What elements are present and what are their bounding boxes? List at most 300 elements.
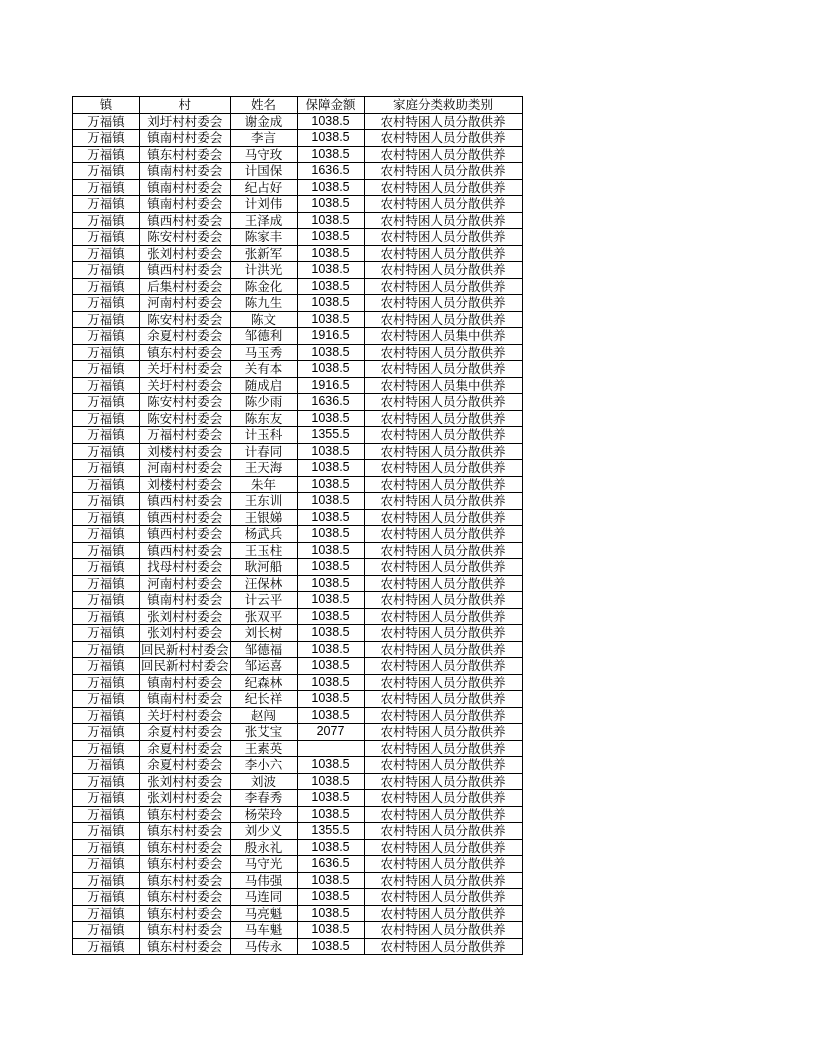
- table-row: [73, 856, 523, 873]
- amount-cell: 1038.5: [297, 625, 364, 642]
- category-cell: 农村特困人员分散供养: [364, 130, 522, 147]
- amount-cell: 1355.5: [297, 427, 364, 444]
- category-cell: 农村特困人员分散供养: [364, 872, 522, 889]
- amount-cell: 1038.5: [297, 938, 364, 955]
- category-cell: 农村特困人员分散供养: [364, 592, 522, 609]
- amount-cell: 2077: [297, 724, 364, 741]
- category-cell: 农村特困人员分散供养: [364, 410, 522, 427]
- table-row: [73, 163, 523, 180]
- village-cell: 余夏村村委会: [140, 328, 231, 345]
- name-cell: 马玉秀: [230, 344, 297, 361]
- category-cell: 农村特困人员分散供养: [364, 889, 522, 906]
- table-row: [73, 658, 523, 675]
- town-cell: 万福镇: [73, 509, 140, 526]
- table-row: [73, 509, 523, 526]
- amount-cell: 1038.5: [297, 707, 364, 724]
- town-cell: 万福镇: [73, 823, 140, 840]
- table-row: [73, 592, 523, 609]
- category-cell: 农村特困人员分散供养: [364, 493, 522, 510]
- town-cell: 万福镇: [73, 790, 140, 807]
- amount-cell: 1038.5: [297, 146, 364, 163]
- amount-cell: 1355.5: [297, 823, 364, 840]
- town-cell: 万福镇: [73, 806, 140, 823]
- category-cell: 农村特困人员分散供养: [364, 856, 522, 873]
- table-row: [73, 575, 523, 592]
- table-row: [73, 179, 523, 196]
- name-cell: 陈金化: [230, 278, 297, 295]
- name-cell: 赵闯: [230, 707, 297, 724]
- amount-cell: 1038.5: [297, 608, 364, 625]
- category-cell: 农村特困人员分散供养: [364, 526, 522, 543]
- category-cell: 农村特困人员分散供养: [364, 245, 522, 262]
- name-cell: 计国保: [230, 163, 297, 180]
- table-row: [73, 245, 523, 262]
- category-cell: 农村特困人员集中供养: [364, 377, 522, 394]
- town-cell: 万福镇: [73, 757, 140, 774]
- table-row: [73, 295, 523, 312]
- village-cell: 余夏村村委会: [140, 757, 231, 774]
- amount-cell: 1038.5: [297, 179, 364, 196]
- town-cell: 万福镇: [73, 542, 140, 559]
- town-cell: 万福镇: [73, 575, 140, 592]
- village-cell: 万福村村委会: [140, 427, 231, 444]
- category-cell: 农村特困人员分散供养: [364, 625, 522, 642]
- amount-cell: 1038.5: [297, 773, 364, 790]
- village-cell: 陈安村村委会: [140, 410, 231, 427]
- table-row: [73, 476, 523, 493]
- name-cell: 马传永: [230, 938, 297, 955]
- table-row: [73, 790, 523, 807]
- town-cell: 万福镇: [73, 410, 140, 427]
- category-cell: 农村特困人员分散供养: [364, 443, 522, 460]
- amount-cell: 1038.5: [297, 311, 364, 328]
- name-cell: 杨荣玲: [230, 806, 297, 823]
- table-row: [73, 361, 523, 378]
- amount-cell: 1038.5: [297, 460, 364, 477]
- name-cell: 刘长树: [230, 625, 297, 642]
- village-cell: 镇东村村委会: [140, 872, 231, 889]
- name-cell: 计玉科: [230, 427, 297, 444]
- table-body: [73, 113, 523, 955]
- town-cell: 万福镇: [73, 559, 140, 576]
- village-cell: 张刘村村委会: [140, 790, 231, 807]
- village-cell: 余夏村村委会: [140, 740, 231, 757]
- town-cell: 万福镇: [73, 493, 140, 510]
- village-cell: 镇东村村委会: [140, 839, 231, 856]
- village-cell: 镇东村村委会: [140, 823, 231, 840]
- table-row: [73, 493, 523, 510]
- village-cell: 镇东村村委会: [140, 938, 231, 955]
- amount-cell: 1038.5: [297, 361, 364, 378]
- table-row: [73, 344, 523, 361]
- table-row: [73, 757, 523, 774]
- village-cell: 找母村村委会: [140, 559, 231, 576]
- table-row: [73, 196, 523, 213]
- name-cell: 马连同: [230, 889, 297, 906]
- name-cell: 李春秀: [230, 790, 297, 807]
- table-row: [73, 278, 523, 295]
- table-row: [73, 212, 523, 229]
- header-village: 村: [140, 97, 231, 114]
- category-cell: 农村特困人员分散供养: [364, 839, 522, 856]
- category-cell: 农村特困人员集中供养: [364, 328, 522, 345]
- village-cell: 后集村村委会: [140, 278, 231, 295]
- village-cell: 张刘村村委会: [140, 625, 231, 642]
- village-cell: 镇东村村委会: [140, 806, 231, 823]
- name-cell: 陈九生: [230, 295, 297, 312]
- table-row: [73, 410, 523, 427]
- amount-cell: 1916.5: [297, 377, 364, 394]
- table-row: [73, 427, 523, 444]
- category-cell: 农村特困人员分散供养: [364, 163, 522, 180]
- table-row: [73, 146, 523, 163]
- header-amount: 保障金额: [297, 97, 364, 114]
- village-cell: 余夏村村委会: [140, 724, 231, 741]
- amount-cell: 1038.5: [297, 443, 364, 460]
- table-row: [73, 641, 523, 658]
- name-cell: 张新军: [230, 245, 297, 262]
- category-cell: 农村特困人员分散供养: [364, 575, 522, 592]
- village-cell: 镇东村村委会: [140, 905, 231, 922]
- amount-cell: 1038.5: [297, 476, 364, 493]
- town-cell: 万福镇: [73, 872, 140, 889]
- name-cell: 陈少雨: [230, 394, 297, 411]
- town-cell: 万福镇: [73, 311, 140, 328]
- town-cell: 万福镇: [73, 427, 140, 444]
- amount-cell: [297, 740, 364, 757]
- town-cell: 万福镇: [73, 163, 140, 180]
- village-cell: 张刘村村委会: [140, 245, 231, 262]
- name-cell: 计刘伟: [230, 196, 297, 213]
- name-cell: 马伟强: [230, 872, 297, 889]
- name-cell: 纪长祥: [230, 691, 297, 708]
- name-cell: 殷永礼: [230, 839, 297, 856]
- amount-cell: 1038.5: [297, 592, 364, 609]
- category-cell: 农村特困人员分散供养: [364, 113, 522, 130]
- town-cell: 万福镇: [73, 592, 140, 609]
- town-cell: 万福镇: [73, 344, 140, 361]
- amount-cell: 1038.5: [297, 889, 364, 906]
- category-cell: 农村特困人员分散供养: [364, 509, 522, 526]
- town-cell: 万福镇: [73, 113, 140, 130]
- town-cell: 万福镇: [73, 262, 140, 279]
- amount-cell: 1038.5: [297, 559, 364, 576]
- town-cell: 万福镇: [73, 460, 140, 477]
- name-cell: 邹德利: [230, 328, 297, 345]
- amount-cell: 1038.5: [297, 410, 364, 427]
- table-row: [73, 889, 523, 906]
- category-cell: 农村特困人员分散供养: [364, 905, 522, 922]
- amount-cell: 1038.5: [297, 262, 364, 279]
- village-cell: 陈安村村委会: [140, 394, 231, 411]
- category-cell: 农村特困人员分散供养: [364, 757, 522, 774]
- town-cell: 万福镇: [73, 212, 140, 229]
- amount-cell: 1038.5: [297, 245, 364, 262]
- town-cell: 万福镇: [73, 658, 140, 675]
- village-cell: 镇西村村委会: [140, 509, 231, 526]
- table-row: [73, 328, 523, 345]
- name-cell: 王银娣: [230, 509, 297, 526]
- town-cell: 万福镇: [73, 443, 140, 460]
- category-cell: 农村特困人员分散供养: [364, 196, 522, 213]
- town-cell: 万福镇: [73, 130, 140, 147]
- table-row: [73, 229, 523, 246]
- amount-cell: 1636.5: [297, 856, 364, 873]
- town-cell: 万福镇: [73, 724, 140, 741]
- name-cell: 杨武兵: [230, 526, 297, 543]
- village-cell: 镇东村村委会: [140, 146, 231, 163]
- name-cell: 汪保林: [230, 575, 297, 592]
- town-cell: 万福镇: [73, 295, 140, 312]
- village-cell: 镇东村村委会: [140, 922, 231, 939]
- name-cell: 陈家丰: [230, 229, 297, 246]
- category-cell: 农村特困人员分散供养: [364, 707, 522, 724]
- village-cell: 张刘村村委会: [140, 608, 231, 625]
- category-cell: 农村特困人员分散供养: [364, 460, 522, 477]
- town-cell: 万福镇: [73, 196, 140, 213]
- village-cell: 镇南村村委会: [140, 592, 231, 609]
- category-cell: 农村特困人员分散供养: [364, 179, 522, 196]
- table-row: [73, 608, 523, 625]
- amount-cell: 1038.5: [297, 905, 364, 922]
- name-cell: 关有本: [230, 361, 297, 378]
- village-cell: 镇南村村委会: [140, 163, 231, 180]
- category-cell: 农村特困人员分散供养: [364, 658, 522, 675]
- name-cell: 张艾宝: [230, 724, 297, 741]
- name-cell: 计春同: [230, 443, 297, 460]
- name-cell: 邹德福: [230, 641, 297, 658]
- town-cell: 万福镇: [73, 938, 140, 955]
- amount-cell: 1038.5: [297, 229, 364, 246]
- category-cell: 农村特困人员分散供养: [364, 806, 522, 823]
- table-row: [73, 394, 523, 411]
- village-cell: 张刘村村委会: [140, 773, 231, 790]
- amount-cell: 1038.5: [297, 658, 364, 675]
- table-row: [73, 938, 523, 955]
- town-cell: 万福镇: [73, 394, 140, 411]
- table-row: [73, 625, 523, 642]
- amount-cell: 1038.5: [297, 872, 364, 889]
- name-cell: 王玉柱: [230, 542, 297, 559]
- amount-cell: 1916.5: [297, 328, 364, 345]
- village-cell: 陈安村村委会: [140, 311, 231, 328]
- village-cell: 关圩村村委会: [140, 707, 231, 724]
- town-cell: 万福镇: [73, 476, 140, 493]
- table-row: [73, 806, 523, 823]
- name-cell: 陈东友: [230, 410, 297, 427]
- amount-cell: 1038.5: [297, 212, 364, 229]
- category-cell: 农村特困人员分散供养: [364, 212, 522, 229]
- category-cell: 农村特困人员分散供养: [364, 724, 522, 741]
- table-row: [73, 691, 523, 708]
- village-cell: 刘楼村村委会: [140, 476, 231, 493]
- header-row: [73, 97, 523, 114]
- village-cell: 镇南村村委会: [140, 196, 231, 213]
- amount-cell: 1038.5: [297, 806, 364, 823]
- category-cell: 农村特困人员分散供养: [364, 691, 522, 708]
- relief-table: [72, 96, 523, 955]
- table-row: [73, 262, 523, 279]
- village-cell: 镇西村村委会: [140, 542, 231, 559]
- category-cell: 农村特困人员分散供养: [364, 361, 522, 378]
- town-cell: 万福镇: [73, 707, 140, 724]
- header-name: 姓名: [230, 97, 297, 114]
- amount-cell: 1038.5: [297, 790, 364, 807]
- name-cell: 王素英: [230, 740, 297, 757]
- table-row: [73, 542, 523, 559]
- name-cell: 王天海: [230, 460, 297, 477]
- town-cell: 万福镇: [73, 889, 140, 906]
- town-cell: 万福镇: [73, 245, 140, 262]
- town-cell: 万福镇: [73, 146, 140, 163]
- town-cell: 万福镇: [73, 674, 140, 691]
- town-cell: 万福镇: [73, 278, 140, 295]
- name-cell: 谢金成: [230, 113, 297, 130]
- village-cell: 河南村村委会: [140, 460, 231, 477]
- table-row: [73, 674, 523, 691]
- village-cell: 镇南村村委会: [140, 179, 231, 196]
- town-cell: 万福镇: [73, 641, 140, 658]
- amount-cell: 1038.5: [297, 674, 364, 691]
- village-cell: 河南村村委会: [140, 295, 231, 312]
- town-cell: 万福镇: [73, 839, 140, 856]
- amount-cell: 1038.5: [297, 130, 364, 147]
- table-row: [73, 707, 523, 724]
- town-cell: 万福镇: [73, 773, 140, 790]
- name-cell: 随成启: [230, 377, 297, 394]
- name-cell: 耿河船: [230, 559, 297, 576]
- table-row: [73, 872, 523, 889]
- table-row: [73, 773, 523, 790]
- amount-cell: 1038.5: [297, 493, 364, 510]
- village-cell: 刘圩村村委会: [140, 113, 231, 130]
- village-cell: 镇东村村委会: [140, 889, 231, 906]
- village-cell: 关圩村村委会: [140, 377, 231, 394]
- table-row: [73, 740, 523, 757]
- town-cell: 万福镇: [73, 608, 140, 625]
- village-cell: 镇南村村委会: [140, 130, 231, 147]
- amount-cell: 1038.5: [297, 509, 364, 526]
- name-cell: 马守光: [230, 856, 297, 873]
- amount-cell: 1038.5: [297, 295, 364, 312]
- category-cell: 农村特困人员分散供养: [364, 542, 522, 559]
- name-cell: 王东训: [230, 493, 297, 510]
- town-cell: 万福镇: [73, 691, 140, 708]
- category-cell: 农村特困人员分散供养: [364, 344, 522, 361]
- table-row: [73, 839, 523, 856]
- name-cell: 刘波: [230, 773, 297, 790]
- amount-cell: 1038.5: [297, 575, 364, 592]
- town-cell: 万福镇: [73, 361, 140, 378]
- town-cell: 万福镇: [73, 922, 140, 939]
- town-cell: 万福镇: [73, 526, 140, 543]
- category-cell: 农村特困人员分散供养: [364, 229, 522, 246]
- village-cell: 镇西村村委会: [140, 212, 231, 229]
- name-cell: 刘少义: [230, 823, 297, 840]
- category-cell: 农村特困人员分散供养: [364, 641, 522, 658]
- category-cell: 农村特困人员分散供养: [364, 674, 522, 691]
- town-cell: 万福镇: [73, 229, 140, 246]
- amount-cell: 1636.5: [297, 394, 364, 411]
- village-cell: 刘楼村村委会: [140, 443, 231, 460]
- table-row: [73, 113, 523, 130]
- category-cell: 农村特困人员分散供养: [364, 773, 522, 790]
- village-cell: 关圩村村委会: [140, 361, 231, 378]
- category-cell: 农村特困人员分散供养: [364, 740, 522, 757]
- header-town: 镇: [73, 97, 140, 114]
- name-cell: 计洪光: [230, 262, 297, 279]
- category-cell: 农村特困人员分散供养: [364, 427, 522, 444]
- amount-cell: 1038.5: [297, 922, 364, 939]
- village-cell: 镇西村村委会: [140, 493, 231, 510]
- category-cell: 农村特困人员分散供养: [364, 608, 522, 625]
- town-cell: 万福镇: [73, 328, 140, 345]
- category-cell: 农村特困人员分散供养: [364, 311, 522, 328]
- village-cell: 镇西村村委会: [140, 526, 231, 543]
- amount-cell: 1038.5: [297, 344, 364, 361]
- name-cell: 张双平: [230, 608, 297, 625]
- village-cell: 镇西村村委会: [140, 262, 231, 279]
- name-cell: 马车魁: [230, 922, 297, 939]
- header-category: 家庭分类救助类别: [364, 97, 522, 114]
- amount-cell: 1038.5: [297, 278, 364, 295]
- amount-cell: 1038.5: [297, 757, 364, 774]
- category-cell: 农村特困人员分散供养: [364, 394, 522, 411]
- amount-cell: 1038.5: [297, 691, 364, 708]
- name-cell: 计云平: [230, 592, 297, 609]
- name-cell: 朱年: [230, 476, 297, 493]
- name-cell: 马亮魁: [230, 905, 297, 922]
- category-cell: 农村特困人员分散供养: [364, 938, 522, 955]
- name-cell: 邹运喜: [230, 658, 297, 675]
- table-row: [73, 724, 523, 741]
- category-cell: 农村特困人员分散供养: [364, 278, 522, 295]
- name-cell: 马守玫: [230, 146, 297, 163]
- name-cell: 王泽成: [230, 212, 297, 229]
- amount-cell: 1038.5: [297, 839, 364, 856]
- table-row: [73, 130, 523, 147]
- village-cell: 镇东村村委会: [140, 344, 231, 361]
- table-row: [73, 443, 523, 460]
- village-cell: 陈安村村委会: [140, 229, 231, 246]
- village-cell: 河南村村委会: [140, 575, 231, 592]
- table-row: [73, 377, 523, 394]
- amount-cell: 1038.5: [297, 542, 364, 559]
- category-cell: 农村特困人员分散供养: [364, 146, 522, 163]
- name-cell: 纪森林: [230, 674, 297, 691]
- amount-cell: 1636.5: [297, 163, 364, 180]
- town-cell: 万福镇: [73, 377, 140, 394]
- village-cell: 镇南村村委会: [140, 674, 231, 691]
- table-row: [73, 905, 523, 922]
- category-cell: 农村特困人员分散供养: [364, 295, 522, 312]
- name-cell: 纪占好: [230, 179, 297, 196]
- category-cell: 农村特困人员分散供养: [364, 790, 522, 807]
- name-cell: 李小六: [230, 757, 297, 774]
- category-cell: 农村特困人员分散供养: [364, 559, 522, 576]
- category-cell: 农村特困人员分散供养: [364, 922, 522, 939]
- amount-cell: 1038.5: [297, 641, 364, 658]
- category-cell: 农村特困人员分散供养: [364, 262, 522, 279]
- village-cell: 回民新村村委会: [141, 658, 229, 674]
- town-cell: 万福镇: [73, 179, 140, 196]
- table-row: [73, 922, 523, 939]
- village-cell: 回民新村村委会: [141, 641, 229, 657]
- amount-cell: 1038.5: [297, 196, 364, 213]
- town-cell: 万福镇: [73, 740, 140, 757]
- table-row: [73, 559, 523, 576]
- village-cell: 镇东村村委会: [140, 856, 231, 873]
